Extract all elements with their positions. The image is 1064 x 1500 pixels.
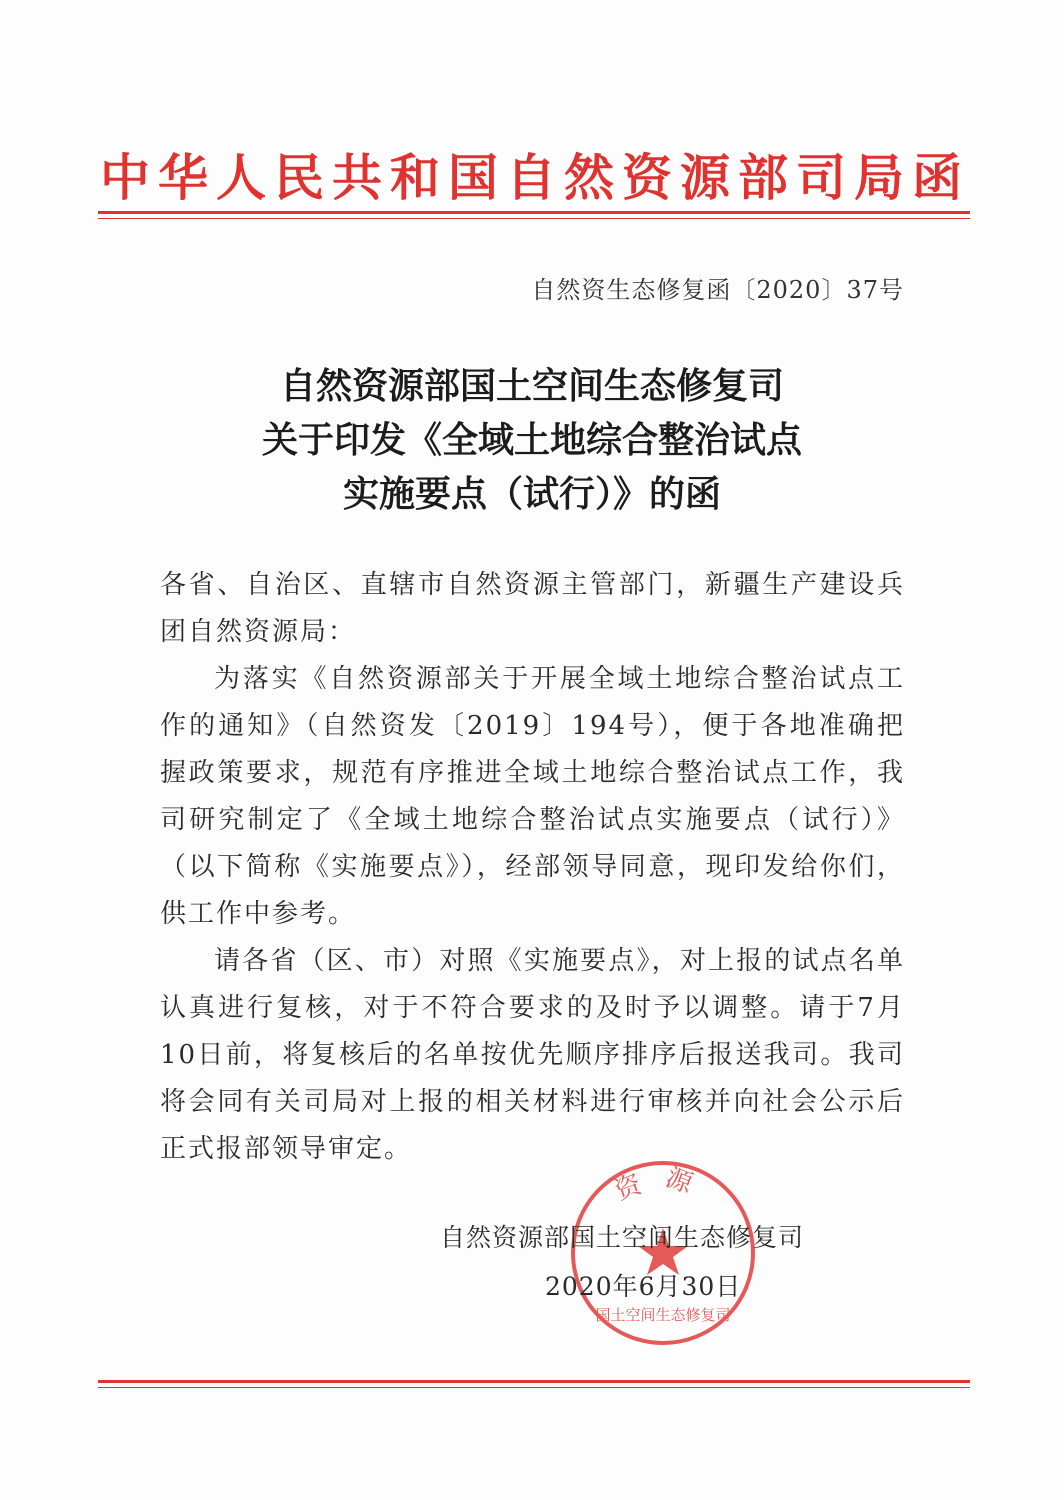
body-paragraph-1: 为落实《自然资源部关于开展全域土地综合整治试点工作的通知》（自然资发〔2019〕194号），便于各地准确把握政策要求，规范有序推进全域土地综合整治试点工作，我司研究制定了《全域土地综合整治试点实施要点（试行）》（以下简称《实施要点》），经部领导同意，现印发给你们，供工作中参考。 xyxy=(160,664,905,929)
signature-date: 2020年6月30日 xyxy=(545,1272,742,1301)
document-number: 自然资生态修复函〔2020〕37号 xyxy=(531,276,904,304)
header-rule-thin xyxy=(98,218,970,219)
footer-rule-thick xyxy=(98,1380,970,1383)
document-title-line-3: 实施要点（试行）》的函 xyxy=(342,473,721,515)
seal-inner-text: 国土空间生态修复司 xyxy=(595,1306,731,1324)
footer-rule-thin xyxy=(98,1387,970,1388)
body-paragraph-2: 请各省（区、市）对照《实施要点》，对上报的试点名单认真进行复核，对于不符合要求的及时予以调整。请于7月10日前，将复核后的名单按优先顺序排序后报送我司。我司将会同有关司局对上报的相关材料进行审核并向社会公示后正式报部领导审定。 xyxy=(160,946,905,1164)
document-title-line-1: 自然资源部国土空间生态修复司 xyxy=(279,365,784,407)
salutation: 各省、自治区、直辖市自然资源主管部门，新疆生产建设兵团自然资源局： xyxy=(160,570,905,647)
document-title-line-2: 关于印发《全域土地综合整治试点 xyxy=(261,419,802,461)
letterhead-title: 中华人民共和国自然资源部司局函 xyxy=(100,149,970,207)
signer-name: 自然资源部国土空间生态修复司 xyxy=(440,1223,805,1252)
seal-arc-text: 资源 xyxy=(610,1162,716,1207)
header-rule-thick xyxy=(98,211,970,214)
